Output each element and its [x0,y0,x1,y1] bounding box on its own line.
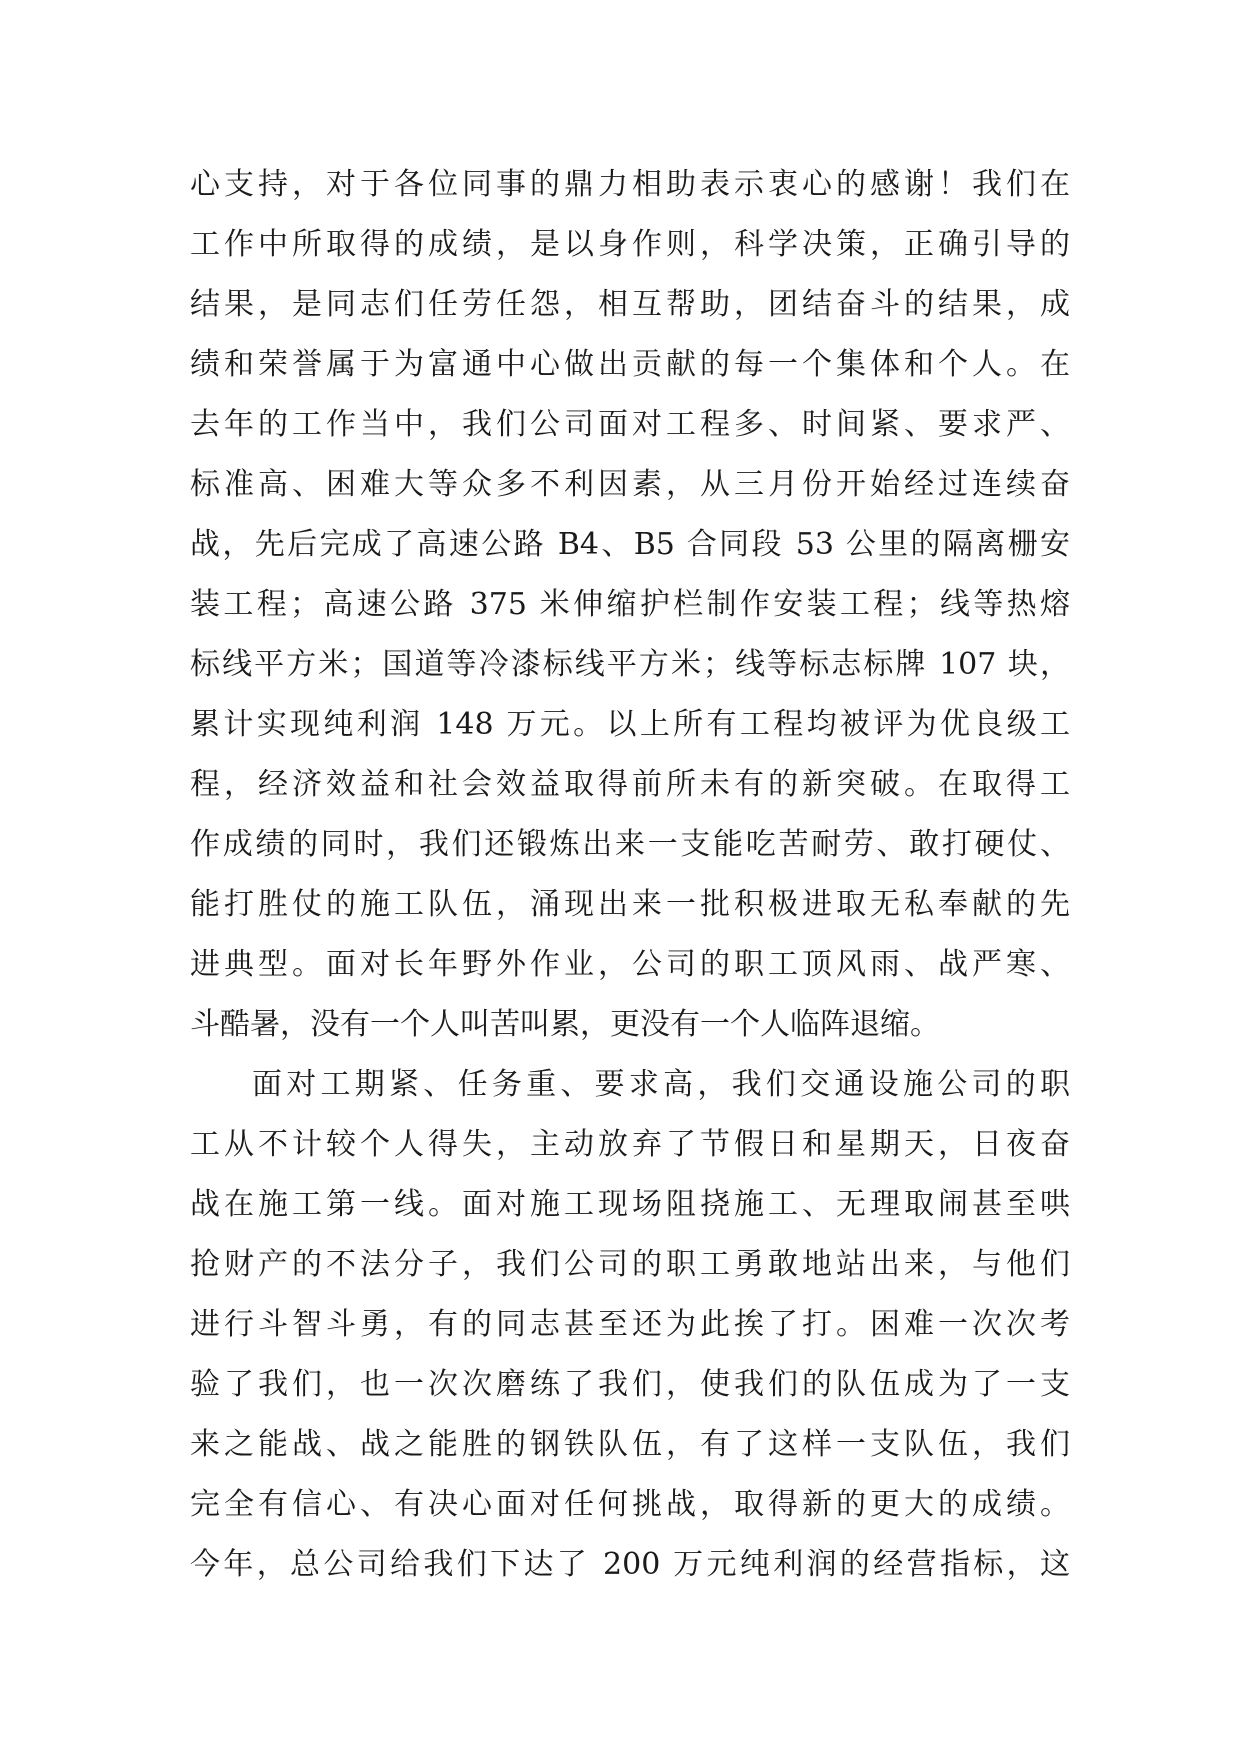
text-line: 累计实现纯利润 148 万元。以上所有工程均被评为优良级工 [190,707,1070,742]
text-line: 斗酷暑，没有一个人叫苦叫累，更没有一个人临阵退缩。 [190,1007,940,1042]
text-line: 面对工期紧、任务重、要求高，我们交通设施公司的职 [252,1067,1070,1102]
text-line: 工作中所取得的成绩，是以身作则，科学决策，正确引导的 [190,227,1070,262]
paragraph-1 [190,155,1070,1055]
text-line: 绩和荣誉属于为富通中心做出贡献的每一个集体和个人。在 [190,347,1070,382]
text-line: 抢财产的不法分子，我们公司的职工勇敢地站出来，与他们 [190,1247,1070,1282]
text-line: 装工程；高速公路 375 米伸缩护栏制作安装工程；线等热熔 [190,587,1070,622]
text-line: 进行斗智斗勇，有的同志甚至还为此挨了打。困难一次次考 [190,1307,1070,1342]
text-line: 今年，总公司给我们下达了 200 万元纯利润的经营指标，这 [190,1547,1070,1582]
text-line: 标线平方米；国道等冷漆标线平方米；线等标志标牌 107 块， [190,647,1070,682]
text-line: 来之能战、战之能胜的钢铁队伍，有了这样一支队伍，我们 [190,1427,1070,1462]
text-line: 心支持，对于各位同事的鼎力相助表示衷心的感谢！我们在 [190,167,1070,202]
text-line: 进典型。面对长年野外作业，公司的职工顶风雨、战严寒、 [190,947,1070,982]
body-text [190,155,1070,1595]
text-line: 战，先后完成了高速公路 B4、B5 合同段 53 公里的隔离栅安 [190,527,1070,562]
text-line: 工从不计较个人得失，主动放弃了节假日和星期天，日夜奋 [190,1127,1070,1162]
text-line: 去年的工作当中，我们公司面对工程多、时间紧、要求严、 [190,407,1070,442]
text-line: 程，经济效益和社会效益取得前所未有的新突破。在取得工 [190,767,1070,802]
text-line: 标准高、困难大等众多不利因素，从三月份开始经过连续奋 [190,467,1070,502]
text-line: 结果，是同志们任劳任怨，相互帮助，团结奋斗的结果，成 [190,287,1070,322]
text-line: 完全有信心、有决心面对任何挑战，取得新的更大的成绩。 [190,1487,1070,1522]
text-line: 作成绩的同时，我们还锻炼出来一支能吃苦耐劳、敢打硬仗、 [190,827,1070,862]
text-line: 能打胜仗的施工队伍，涌现出来一批积极进取无私奉献的先 [190,887,1070,922]
text-line: 验了我们，也一次次磨练了我们，使我们的队伍成为了一支 [190,1367,1070,1402]
text-line: 战在施工第一线。面对施工现场阻挠施工、无理取闹甚至哄 [190,1187,1070,1222]
paragraph-2 [190,1055,1070,1595]
